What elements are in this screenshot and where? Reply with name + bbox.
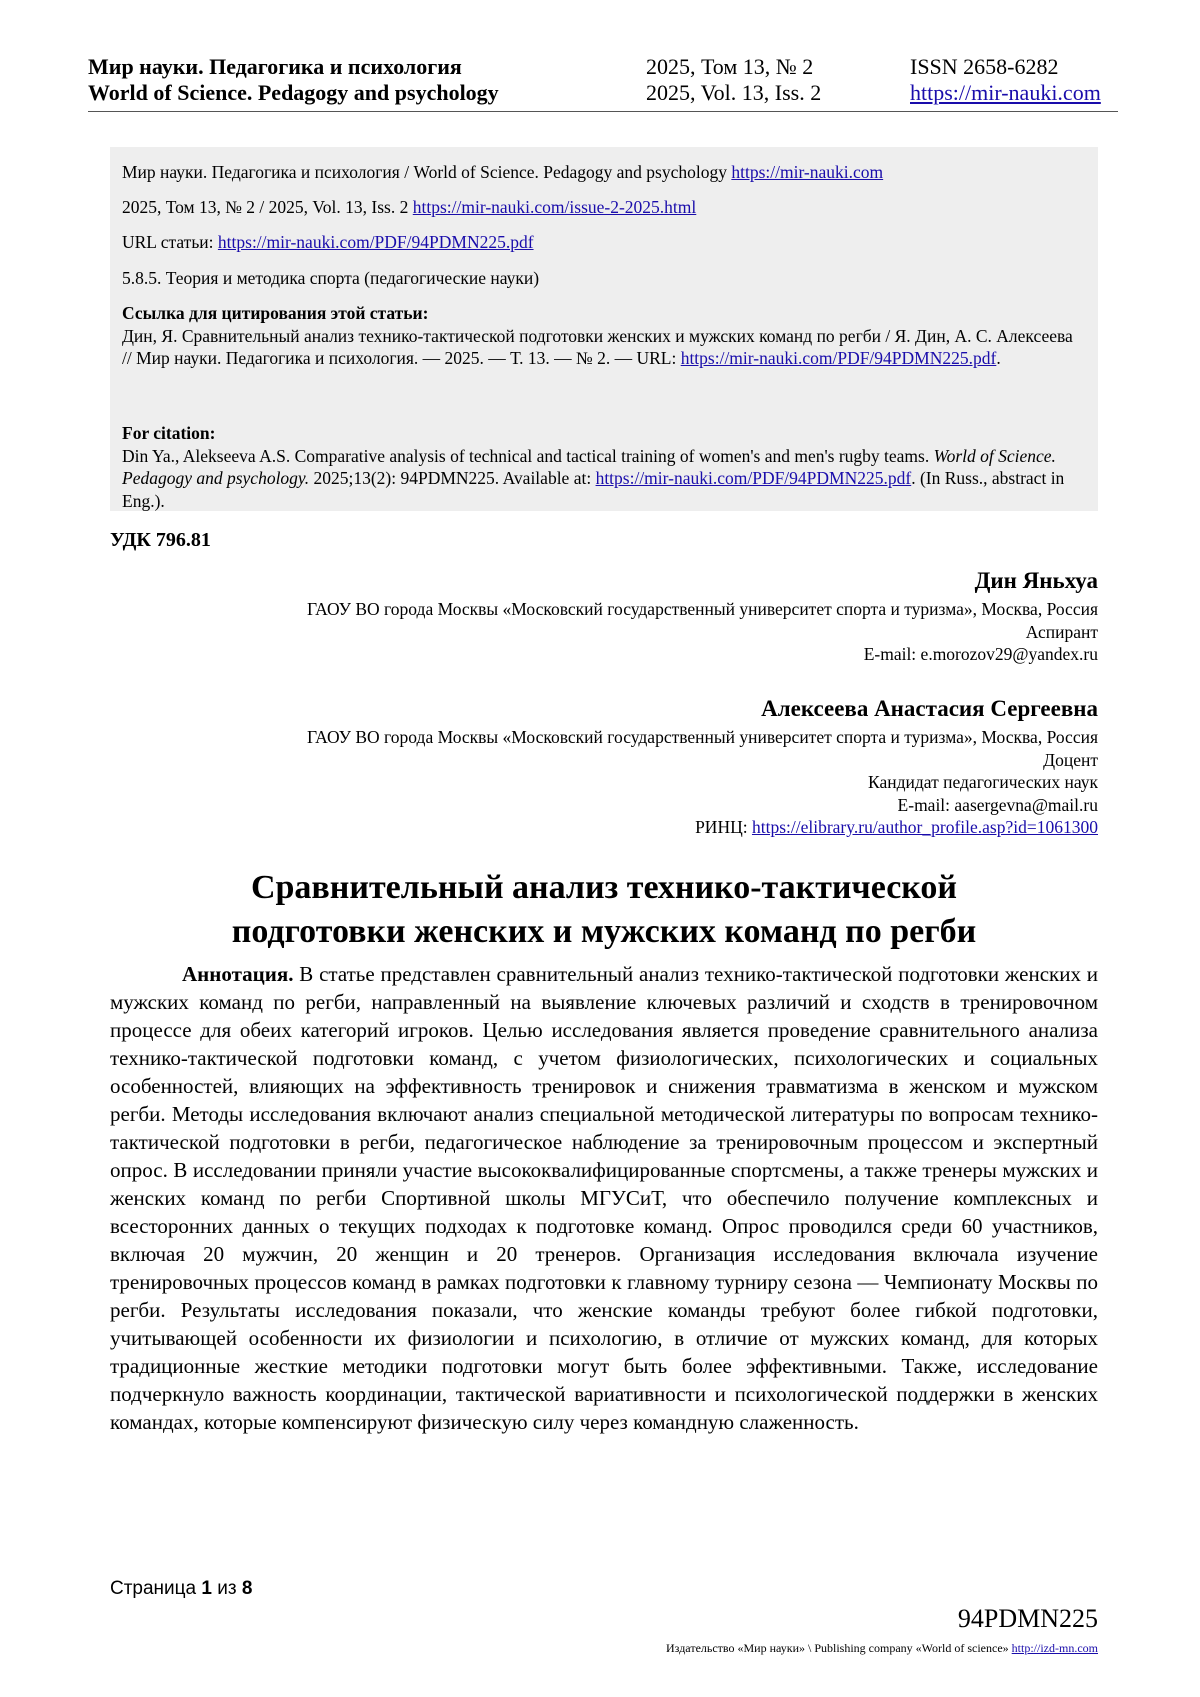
citation-en-label: For citation:	[122, 423, 216, 443]
citation-en-text1: Din Ya., Alekseeva A.S. Comparative analysis of technical and tactical training of women's and men's rugby teams.	[122, 445, 934, 466]
citation-en-text2: 2025;13(2): 94PDMN225. Available at:	[309, 468, 596, 488]
journal-name-column	[88, 54, 499, 106]
citation-en-link[interactable]: https://mir-nauki.com/PDF/94PDMN225.pdf	[595, 468, 912, 488]
article-title	[110, 866, 1098, 954]
article-title-line-1: Сравнительный анализ технико-тактической	[250, 869, 958, 906]
header-divider	[88, 111, 1118, 112]
author-email: E-mail: e.morozov29@yandex.ru	[863, 644, 1098, 664]
article-url-label: URL статьи:	[122, 232, 218, 252]
page-prefix: Страница	[110, 1578, 202, 1599]
udk-code: УДК 796.81	[110, 529, 211, 551]
journal-name-en: World of Science. Pedagogy and psychology	[88, 80, 499, 105]
issue-link[interactable]: https://mir-nauki.com/issue-2-2025.html	[412, 197, 697, 217]
author-rinc	[307, 816, 1098, 839]
abstract	[110, 960, 1098, 1436]
article-url-link[interactable]: https://mir-nauki.com/PDF/94PDMN225.pdf	[217, 232, 534, 252]
publisher-line	[666, 1641, 1098, 1656]
issue-column	[646, 54, 821, 106]
page-current: 1	[201, 1578, 212, 1599]
author-name: Алексеева Анастасия Сергеевна	[761, 696, 1098, 721]
rinc-label: РИНЦ:	[695, 817, 752, 837]
citation-ru-text: Дин, Я. Сравнительный анализ технико-тактической подготовки женских и мужских команд по регби / Я. Дин, А. С. Алексеева // Мир науки. Педагогика и психология. — 2025. — Т. 13. — № 2. — URL:	[122, 325, 1073, 368]
article-title-line-2: подготовки женских и мужских команд по регби	[231, 913, 977, 950]
issue-line	[122, 196, 696, 219]
author-email: E-mail: aasergevna@mail.ru	[897, 794, 1098, 815]
page-total: 8	[241, 1578, 253, 1599]
citation-ru-end: .	[996, 348, 1001, 368]
issue-en: 2025, Vol. 13, Iss. 2	[646, 80, 822, 105]
article-code: 94PDMN225	[957, 1604, 1098, 1633]
author-name: Дин Яньхуа	[974, 568, 1098, 593]
rinc-link[interactable]: https://elibrary.ru/author_profile.asp?id=1061300	[751, 817, 1098, 837]
citation-ru-body	[122, 325, 1082, 370]
author-block-1	[307, 566, 1098, 666]
article-url-line	[122, 231, 534, 254]
author-block-2	[307, 694, 1098, 839]
issn: ISSN 2658-6282	[910, 54, 1059, 79]
citation-en-journal: World of Science. Pedagogy and psychology.	[122, 445, 1056, 488]
issue-line-text: 2025, Том 13, № 2 / 2025, Vol. 13, Iss. 2	[122, 197, 413, 217]
publisher-link[interactable]: http://izd-mn.com	[1011, 1641, 1098, 1655]
journal-line	[122, 161, 883, 184]
page-mid: из	[211, 1578, 242, 1599]
citation-ru-link[interactable]: https://mir-nauki.com/PDF/94PDMN225.pdf	[680, 348, 997, 368]
citation-ru	[122, 302, 1082, 370]
page-number	[110, 1578, 252, 1600]
site-link[interactable]: https://mir-nauki.com	[910, 80, 1101, 105]
author-affiliation: ГАОУ ВО города Москвы «Московский государственный университет спорта и туризма», Москва, Россия	[306, 727, 1098, 747]
author-degree: Кандидат педагогических наук	[868, 772, 1098, 792]
issn-column	[910, 54, 1101, 106]
journal-name-ru: Мир науки. Педагогика и психология	[88, 54, 462, 79]
article-info-box	[110, 147, 1098, 511]
citation-en-text3: . (In Russ., abstract in Eng.).	[122, 468, 1065, 511]
journal-line-text: Мир науки. Педагогика и психология / World of Science. Pedagogy and psychology	[122, 162, 732, 182]
abstract-text: В статье представлен сравнительный анализ технико-тактической подготовки женских и мужских команд по регби, направленный на выявление ключевых различий и сходств в тренировочном процессе для обеих категорий игроков. Целью исследования является проведение сравнительного анализа технико-тактической подготовки команд, с учетом физиологических, психологических и социальных особенностей, влияющих на эффективность тренировок и снижения травматизма в женском и мужском регби. Методы исследования включают анализ специальной методической литературы по вопросам технико-тактической подготовки в регби, педагогическое наблюдение за тренировочным процессом и экспертный опрос. В исследовании приняли участие высококвалифицированные спортсмены, а также тренеры мужских и женских команд по регби Спортивной школы МГУСиТ, что обеспечило получение комплексных и всесторонних данных о текущих подходах к подготовке команд. Опрос проводился среди 60 участников, включая 20 мужчин, 20 женщин и 20 тренеров. Организация исследования включала изучение тренировочных процессов команд в рамках подготовки к главному турниру сезона — Чемпионату Москвы по регби. Результаты исследования показали, что женские команды требуют более гибкой подготовки, учитывающей особенности их физиологии и психологию, в отличие от мужских команд, для которых традиционные жесткие методики подготовки могут быть более эффективными. Также, исследование подчеркнуло важность координации, тактической вариативности и психологической поддержки в женских командах, которые компенсируют физическую силу через командную слаженность.	[110, 962, 1098, 1434]
citation-ru-label: Ссылка для цитирования этой статьи:	[122, 303, 429, 323]
author-position: Доцент	[1043, 749, 1098, 770]
journal-link[interactable]: https://mir-nauki.com	[731, 162, 884, 182]
publisher-text: Издательство «Мир науки» \ Publishing company «World of science»	[666, 1641, 1012, 1655]
citation-en-body	[122, 445, 1082, 513]
citation-en	[122, 422, 1082, 512]
author-affiliation: ГАОУ ВО города Москвы «Московский государственный университет спорта и туризма», Москва, Россия	[306, 599, 1098, 619]
specialty-line: 5.8.5. Теория и методика спорта (педагогические науки)	[122, 268, 540, 288]
issue-ru: 2025, Том 13, № 2	[646, 54, 814, 79]
abstract-label: Аннотация.	[182, 962, 294, 986]
author-position: Аспирант	[1025, 621, 1098, 642]
